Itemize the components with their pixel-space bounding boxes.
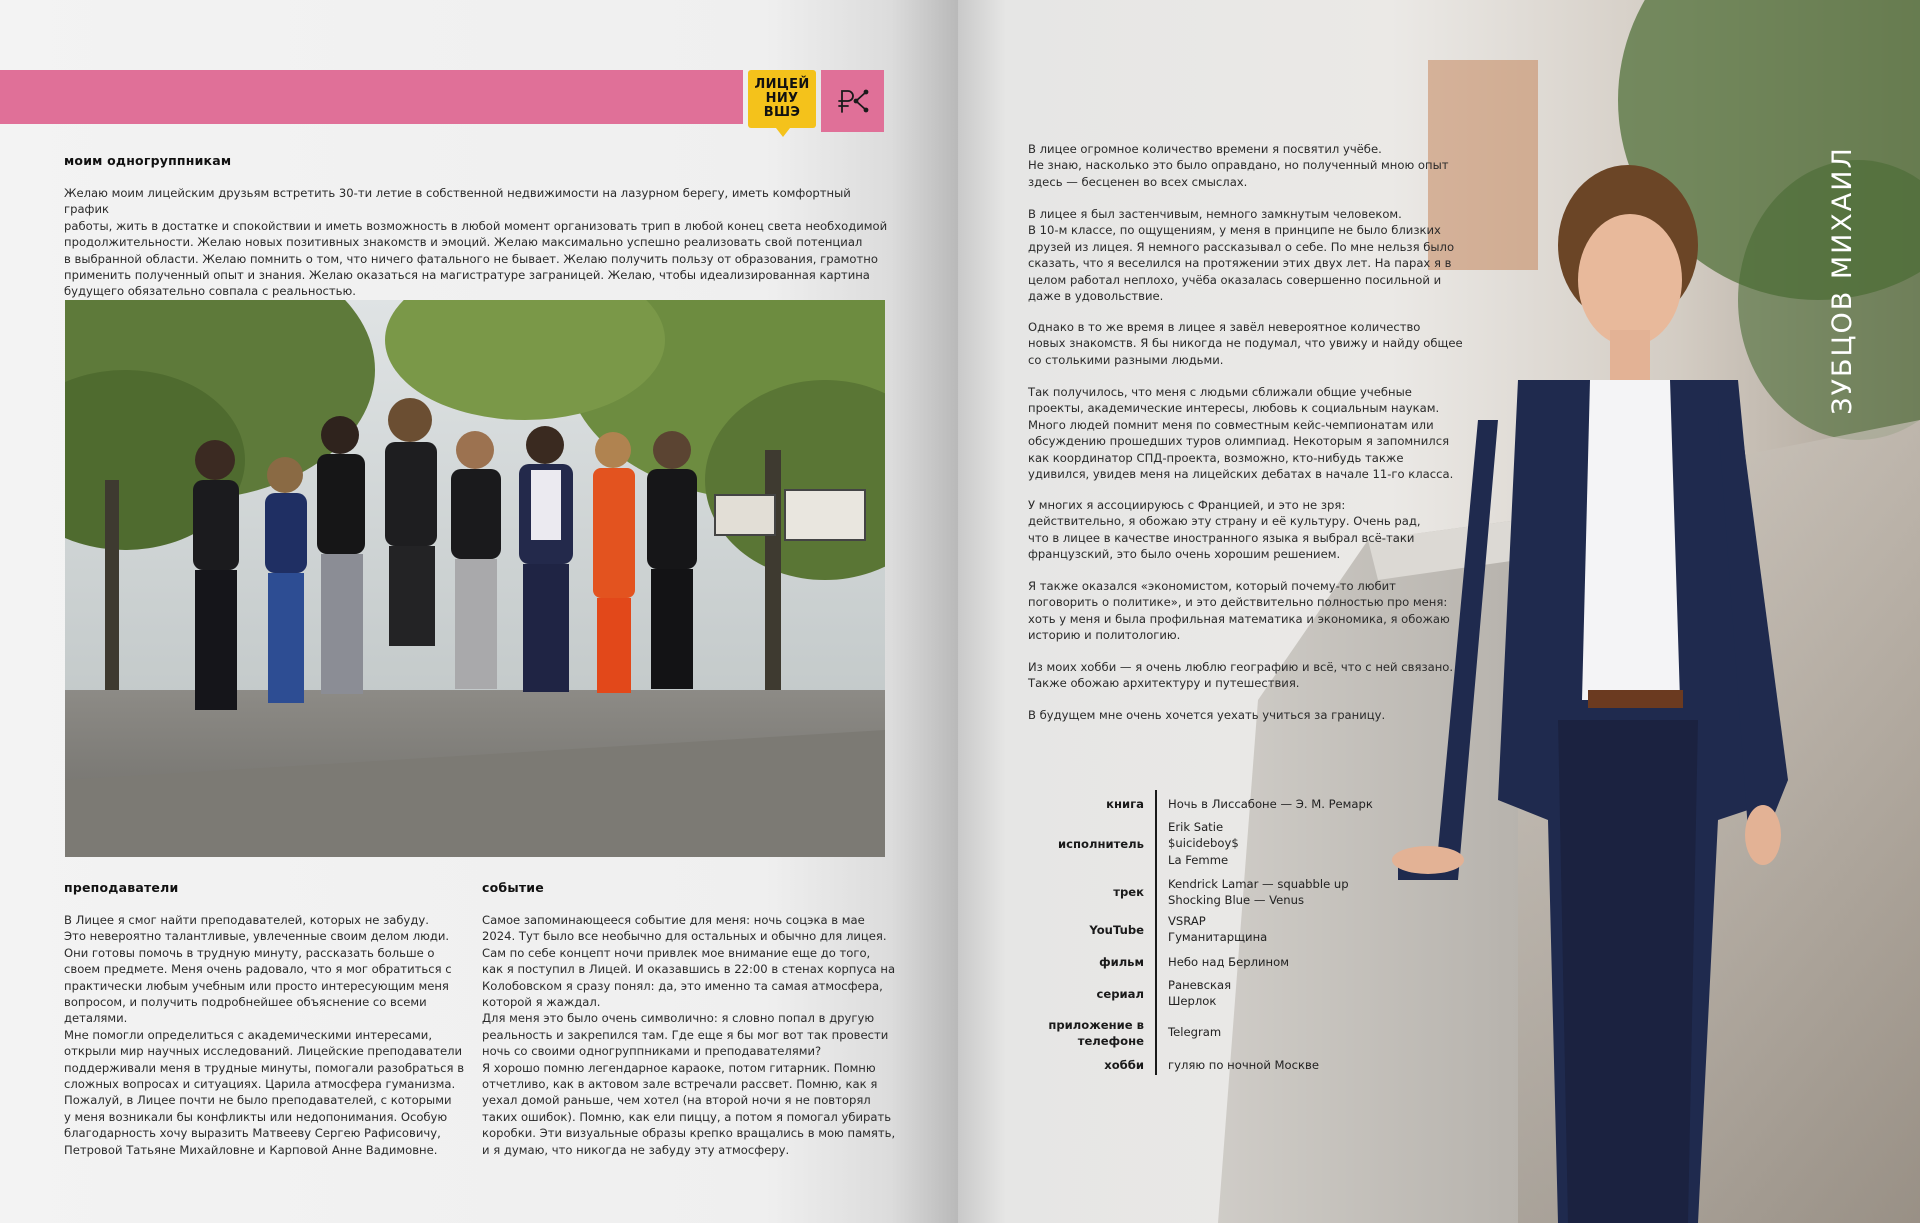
- favorite-value: Telegram: [1168, 1025, 1222, 1039]
- event-text: Самое запоминающееся событие для меня: ночь соцэка в мае 2024. Тут было все необычно для остальных и обычно для лицея. Сам по себе концепт ночи привлек мое внимание еще до того, как я поступил в Лицей. И оказавшись в 22:00 в стенах корпуса на Колобовском я сразу понял: да, это именно та самая атмосфера, которой я жаждал. Для меня это было очень символично: я словно попал в другую реальность и закрепился там. Где еще я бы мог вот так провести ночь со своими одногруппниками и преподавателями? Я хорошо помню легендарное караоке, потом гитарник. Помню отчетливо, как в актовом зале встречали рассвет. Помню, как я уехал домой раньше, чем хотел (на второй ночи я не повторял таких ошибок). Помню, как ели пиццу, а потом я помогал убирать коробки. Эти визуальные образы крепко вращались в мою память, и я думаю, что никогда не забуду эту атмосферу.: [482, 913, 896, 1157]
- left-page: [0, 0, 958, 1223]
- favorites-divider: [1155, 790, 1157, 1075]
- favorite-value: гуляю по ночной Москве: [1168, 1058, 1319, 1072]
- favorite-row: [958, 1057, 1144, 1075]
- favorite-value: Небо над Берлином: [1168, 955, 1289, 969]
- bio-paragraph: Однако в то же время в лицее я завёл невероятное количество новых знакомств. Я бы никогда не подумал, что увижу и найду общее со столькими разными людьми.: [1028, 320, 1463, 367]
- group-photo: [65, 300, 885, 857]
- bio-paragraph: В будущем мне очень хочется уехать учиться за границу.: [1028, 708, 1386, 722]
- bio-paragraph: В лицее я был застенчивым, немного замкнутым человеком. В 10-м классе, по ощущениям, у меня в принципе не было близких друзей из лицея. Я немного рассказывал о себе. По мне нельзя было сказать, что я веселился на протяжении этих двух лет. На парах я в целом работал неплохо, учёба оказалась совершенно посильной и даже в удовольствие.: [1028, 207, 1455, 304]
- favorite-value: Ночь в Лиссабоне — Э. М. Ремарк: [1168, 797, 1373, 811]
- logo-line: НИУ: [765, 91, 799, 106]
- favorite-row: [958, 954, 1144, 972]
- favorite-value: Erik Satie $uicideboy$ La Femme: [1168, 820, 1239, 867]
- teachers-text: В Лицее я смог найти преподавателей, которых не забуду. Это невероятно талантливые, увлеченные своим делом люди. Они готовы помочь в трудную минуту, рассказать больше о своем предмете. Меня очень радовало, что я мог обратиться с практически любым учебным или просто интересующим меня вопросом, и получить подробнейшее объяснение со всеми деталями. Мне помогли определиться с академическими интересами, открыли мир научных исследований. Лицейские преподаватели поддерживали меня в трудные минуты, помогали разобраться в сложных вопросах и ситуациях. Царила атмосфера гуманизма. Пожалуй, в Лицее почти не было преподавателей, с которыми у меня возникали бы конфликты или недопонимания. Особую благодарность хочу выразить Матвееву Сергею Рафисовичу, Петровой Татьяне Михайловне и Карповой Анне Вадимовне.: [64, 913, 465, 1157]
- right-page: [958, 0, 1920, 1223]
- logo-line: ЛИЦЕЙ: [754, 77, 810, 92]
- favorite-row: [958, 922, 1144, 940]
- teachers-heading: преподаватели: [64, 880, 179, 895]
- classmates-heading: моим одногруппникам: [64, 153, 232, 168]
- favorite-row: [958, 796, 1144, 814]
- favorite-key: приложение в телефоне: [1048, 1018, 1144, 1049]
- bio-paragraph: Я также оказался «экономистом, который почему-то любит поговорить о политике», и это действительно полностью про меня: хоть у меня и была профильная математика и экономика, я обожаю историю и политологию.: [1028, 579, 1450, 643]
- ruble-share-icon: [821, 70, 884, 132]
- student-name-text: ЗУБЦОВ МИХАИЛ: [1826, 145, 1858, 415]
- student-name: [1812, 145, 1872, 415]
- bio-paragraph: У многих я ассоциируюсь с Францией, и это не зря: действительно, я обожаю эту страну и её культуру. Очень рад, что в лицее в качестве иностранного языка я выбрал всё-таки французский, это было очень хорошим решением.: [1028, 498, 1421, 562]
- bio-paragraph: Из моих хобби — я очень люблю географию и всё, что с ней связано. Также обожаю архитектуру и путешествия.: [1028, 660, 1454, 691]
- favorite-key: YouTube: [1089, 923, 1144, 937]
- classmates-text: Желаю моим лицейским друзьям встретить 30-ти летие в собственной недвижимости на лазурном берегу, иметь комфортный график работы, жить в достатке и спокойствии и иметь возможность в любой момент организовать трип в любой конец света необходимой продолжительности. Желаю новых позитивных знакомств и эмоций. Желаю максимально успешно реализовать свой потенциал в выбранной области. Желаю помнить о том, что ничего фатального не бывает. Желаю получить пользу от образования, грамотно применить полученный опыт и знания. Желаю оказаться на магистратуре заграницей. Желаю, чтобы идеализированная картина будущего обязательно совпала с реальностью.: [64, 186, 888, 299]
- favorite-key: сериал: [1096, 987, 1144, 1001]
- event-heading: событие: [482, 880, 544, 895]
- favorite-row: [958, 884, 1144, 902]
- favorite-key: фильм: [1099, 955, 1144, 969]
- favorite-key: исполнитель: [1057, 837, 1144, 851]
- header-pink-band: [0, 70, 743, 124]
- favorite-row: [958, 1017, 1144, 1051]
- favorite-row: [958, 986, 1144, 1004]
- bio-paragraph: В лицее огромное количество времени я посвятил учёбе. Не знаю, насколько это было оправдано, но полученный мною опыт здесь — бесценен во всех смыслах.: [1028, 142, 1449, 189]
- favorite-value: VSRAP Гуманитарщина: [1168, 914, 1268, 945]
- favorite-key: хобби: [1104, 1058, 1144, 1072]
- lyceum-logo: [748, 70, 816, 128]
- favorite-key: книга: [1106, 797, 1144, 811]
- favorite-key: трек: [1113, 885, 1144, 899]
- favorite-row: [958, 836, 1144, 854]
- favorite-value: Раневская Шерлок: [1168, 978, 1232, 1009]
- favorite-value: Kendrick Lamar — squabble up Shocking Blue — Venus: [1168, 877, 1349, 908]
- bio-paragraph: Так получилось, что меня с людьми сближали общие учебные проекты, академические интересы, любовь к социальным наукам. Много людей помнит меня по совместным кейс-чемпионатам или обсуждению прошедших туров олимпиад. Некоторым я запомнился как координатор СПД-проекта, возможно, кто-нибудь также удивился, увидев меня на лицейских дебатах в начале 11-го класса.: [1028, 385, 1454, 482]
- logo-line: ВШЭ: [763, 105, 801, 120]
